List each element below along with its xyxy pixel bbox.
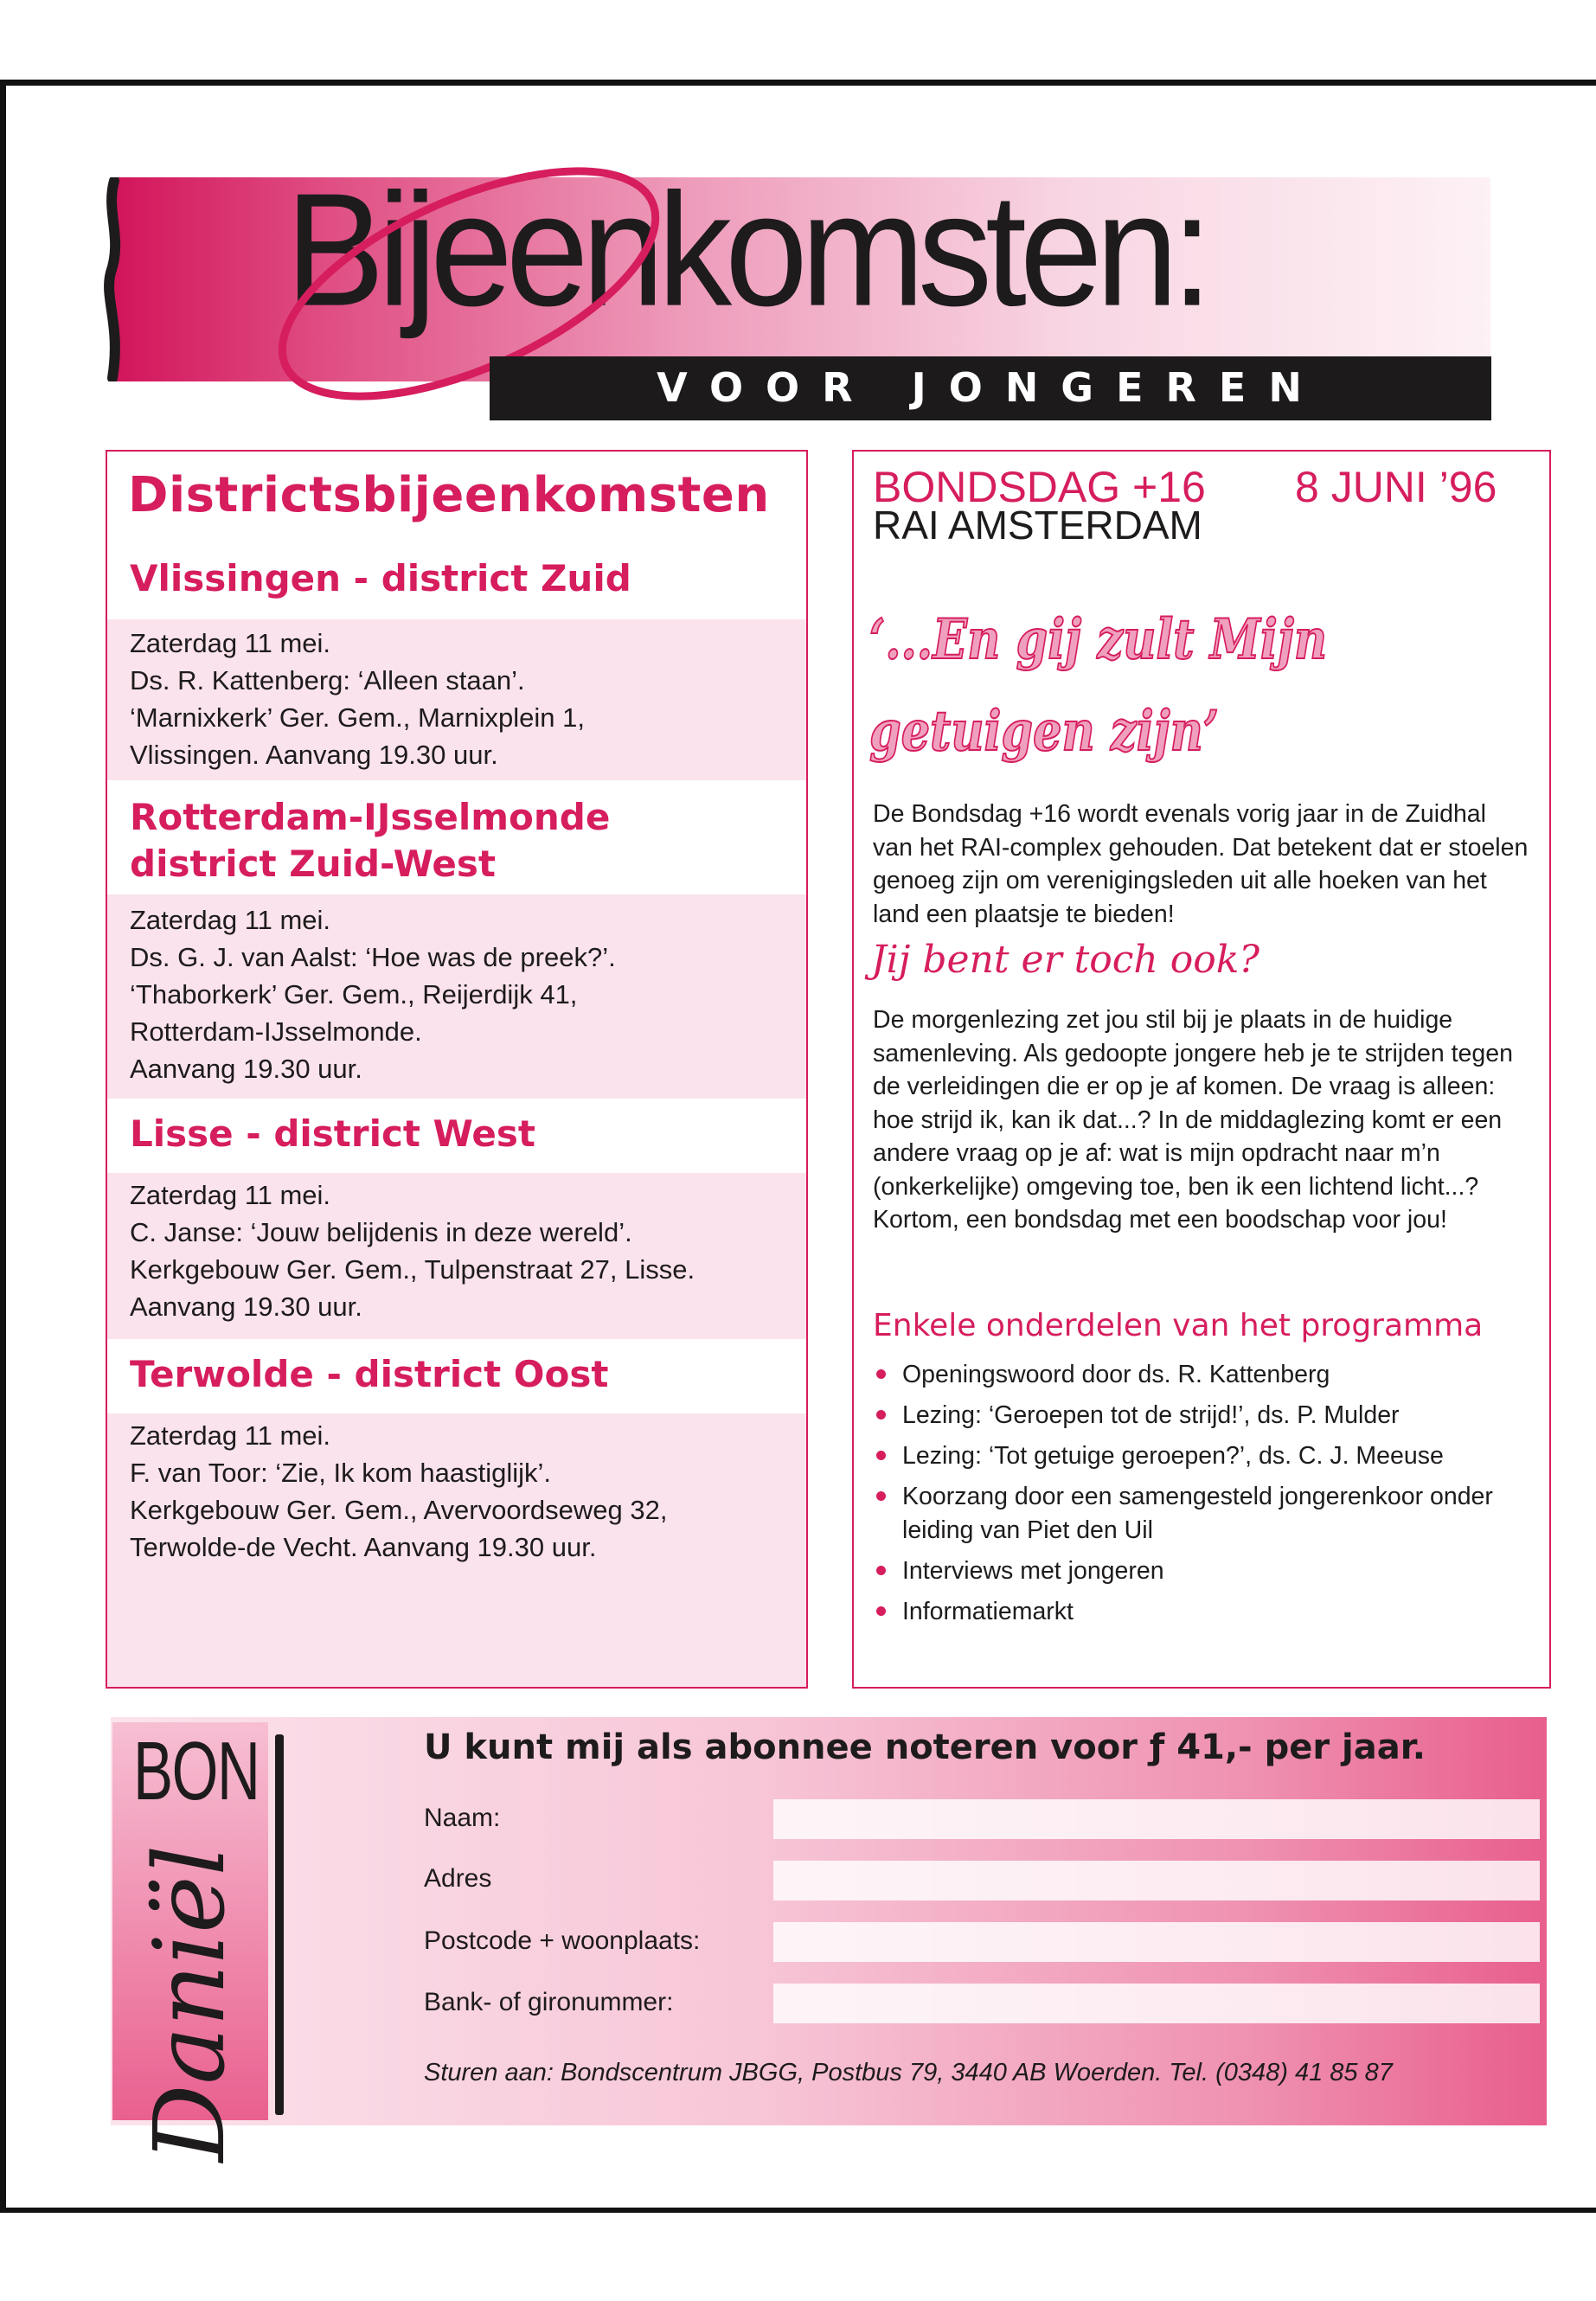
- districts-title-bar: [107, 452, 806, 542]
- list-item: [873, 1480, 1530, 1548]
- bondsdag-body: De morgenlezing zet jou stil bij je plaats in de huidige samenleving. Als gedoopte jongere heb je te strijden tegen de verleidingen die er op je af komen. De vraag is alleen: hoe strijd ik, kan ik dat...? In de middaglezing komt er een andere vraag op je af: wat is mijn opdracht naar m’n (onkerkelijke) omgeving toe, ben ik een lichtend licht...? Kortom, een bondsdag met een boodschap voor jou!: [873, 1006, 1513, 1234]
- section-line: Aanvang 19.30 uur.: [130, 1292, 362, 1322]
- address-field[interactable]: [773, 1861, 1540, 1900]
- bank-field[interactable]: [773, 1984, 1540, 2023]
- list-item: [873, 1439, 1530, 1473]
- bondsdag-script-line: Jij bent er toch ook?: [871, 938, 1259, 982]
- list-item-text: Lezing: ‘Geroepen tot de strijd!’, ds. P. Mulder: [902, 1401, 1400, 1429]
- page-subtitle: VOOR JONGEREN: [657, 364, 1324, 411]
- section-line: Zaterdag 11 mei.: [130, 1180, 331, 1210]
- list-item-text: Interviews met jongeren: [902, 1557, 1164, 1585]
- section-line: Aanvang 19.30 uur.: [130, 1054, 362, 1084]
- logo-bar: [275, 1734, 284, 2115]
- list-item: [873, 1358, 1530, 1392]
- section-header: [107, 780, 806, 894]
- program-list: [873, 1358, 1530, 1636]
- section-header: [107, 1099, 806, 1173]
- name-label: Naam:: [424, 1804, 501, 1832]
- section-heading: Vlissingen - district Zuid: [130, 557, 631, 599]
- bullet-icon: [876, 1491, 886, 1501]
- section-line: Zaterdag 11 mei.: [130, 1420, 331, 1451]
- subtitle-bar: [490, 356, 1491, 420]
- list-item: [873, 1399, 1530, 1433]
- bon-daniel-logo: [112, 1722, 268, 2163]
- subscription-coupon: [111, 1717, 1547, 2163]
- program-heading: Enkele onderdelen van het programma: [873, 1308, 1484, 1343]
- districts-box: [106, 450, 808, 1689]
- bank-label: Bank- of gironummer:: [424, 1988, 674, 2016]
- section-line: Zaterdag 11 mei.: [130, 628, 331, 658]
- list-item-text: Informatiemarkt: [902, 1598, 1074, 1625]
- page-title: Bijeenkomsten:: [285, 160, 1206, 340]
- section-heading: Lisse - district West: [130, 1112, 535, 1155]
- section-line: Rotterdam-IJsselmonde.: [130, 1016, 422, 1047]
- coupon-heading: U kunt mij als abonnee noteren voor ƒ 41,- per jaar.: [424, 1727, 1426, 1767]
- list-item-text: Openingswoord door ds. R. Kattenberg: [902, 1361, 1330, 1388]
- bondsdag-box: [852, 450, 1551, 1689]
- postcode-label: Postcode + woonplaats:: [424, 1926, 701, 1955]
- section-line: Kerkgebouw Ger. Gem., Tulpenstraat 27, Lisse.: [130, 1254, 695, 1285]
- address-label: Adres: [424, 1864, 492, 1893]
- coupon-footer: Sturen aan: Bondscentrum JBGG, Postbus 79, 3440 AB Woerden. Tel. (0348) 41 85 87: [424, 2059, 1393, 2086]
- section-line: Kerkgebouw Ger. Gem., Avervoordseweg 32,: [130, 1495, 668, 1525]
- section-heading: Rotterdam-IJsselmonde district Zuid-West: [130, 796, 611, 885]
- section-line: F. van Toor: ‘Zie, Ik kom haastiglijk’.: [130, 1458, 551, 1488]
- section-line: ‘Marnixkerk’ Ger. Gem., Marnixplein 1,: [130, 702, 586, 733]
- bondsdag-theme: ‘...En gij zult Mijn getuigen zijn’: [869, 607, 1327, 764]
- postcode-field[interactable]: [773, 1922, 1540, 1962]
- page-frame-bottom: [0, 2208, 1596, 2213]
- bullet-icon: [876, 1369, 886, 1379]
- section-body: [130, 901, 796, 1087]
- list-item-text: Lezing: ‘Tot getuige geroepen?’, ds. C. J. Meeuse: [902, 1442, 1444, 1470]
- section-line: ‘Thaborkerk’ Ger. Gem., Reijerdijk 41,: [130, 979, 578, 1009]
- list-item: [873, 1595, 1530, 1629]
- list-item-text: Koorzang door een samengesteld jongerenkoor onder leiding van Piet den Uil: [902, 1483, 1493, 1544]
- section-header: [107, 542, 806, 619]
- section-line: Terwolde-de Vecht. Aanvang 19.30 uur.: [130, 1532, 597, 1562]
- section-line: Vlissingen. Aanvang 19.30 uur.: [130, 740, 498, 770]
- logo-bon-text: BON: [133, 1725, 260, 1817]
- section-heading: Terwolde - district Oost: [130, 1353, 609, 1395]
- bondsdag-date: 8 JUNI ’96: [1295, 463, 1497, 511]
- bondsdag-title: BONDSDAG +16: [873, 463, 1206, 511]
- section-line: C. Janse: ‘Jouw belijdenis in deze wereld’.: [130, 1217, 632, 1247]
- header-swirl-icon: [102, 177, 128, 381]
- bullet-icon: [876, 1410, 886, 1420]
- section-line: Ds. G. J. van Aalst: ‘Hoe was de preek?’.: [130, 942, 616, 972]
- section-body: [130, 625, 796, 773]
- name-field[interactable]: [773, 1799, 1540, 1839]
- bondsdag-intro: De Bondsdag +16 wordt evenals vorig jaar in de Zuidhal van het RAI-complex gehouden. Dat betekent dat er stoelen genoeg zijn om verenigingsleden uit alle hoeken van het land een plaatsje te bieden!: [873, 800, 1529, 928]
- section-body: [130, 1176, 796, 1325]
- bondsdag-location: RAI AMSTERDAM: [873, 503, 1202, 548]
- bullet-icon: [876, 1451, 886, 1460]
- list-item: [873, 1554, 1530, 1588]
- section-line: Ds. R. Kattenberg: ‘Alleen staan’.: [130, 665, 525, 695]
- bullet-icon: [876, 1606, 886, 1616]
- districts-title: Districtsbijeenkomsten: [128, 467, 770, 523]
- section-header: [107, 1339, 806, 1413]
- logo-daniel-script: Daniël: [134, 1844, 247, 2163]
- bullet-icon: [876, 1566, 886, 1575]
- section-line: Zaterdag 11 mei.: [130, 905, 331, 935]
- section-body: [130, 1417, 796, 1566]
- page-frame-top: [0, 80, 1596, 86]
- page-frame-left: [0, 80, 6, 2208]
